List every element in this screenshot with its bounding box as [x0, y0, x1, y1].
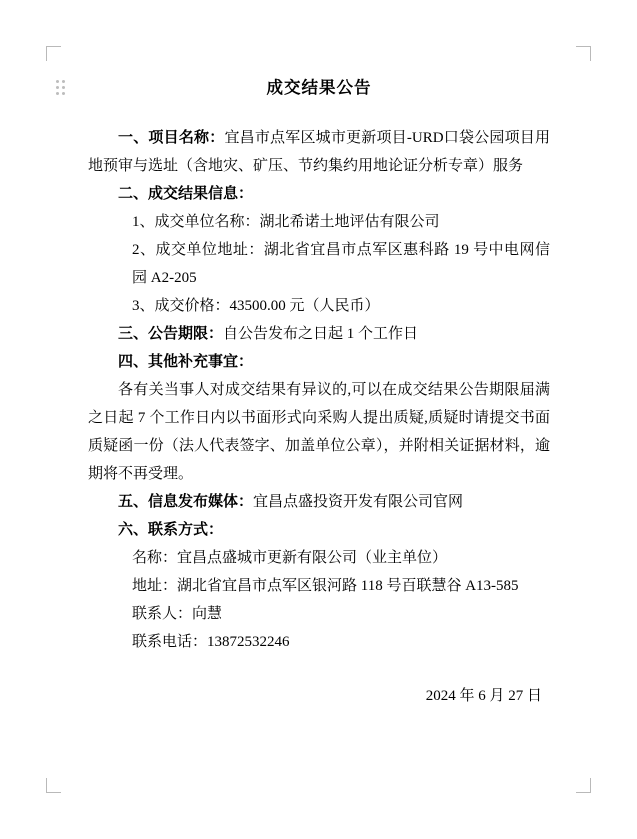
- section-5-heading: 五、信息发布媒体：: [118, 494, 254, 510]
- contact-person: 联系人：向慧: [132, 606, 223, 622]
- contact-name: 名称：宜昌点盛城市更新有限公司（业主单位）: [132, 550, 448, 566]
- section-6-heading: 六、联系方式：: [118, 522, 224, 538]
- section-3: [88, 320, 550, 348]
- section-4-body: 各有关当事人对成交结果有异议的,可以在成交结果公告期限届满之日起 7 个工作日内以书面形式向采购人提出质疑,质疑时请提交书面质疑函一份（法人代表签字、加盖单位公章），并附相关证据材料，逾期将不再受理。: [88, 382, 550, 482]
- crop-mark-top-left: [46, 46, 61, 61]
- section-3-text: 自公告发布之日起 1 个工作日: [223, 326, 419, 342]
- section-2-item-2: 2、成交单位地址：湖北省宜昌市点军区惠科路 19 号中电网信园 A2-205: [132, 242, 550, 286]
- section-3-heading: 三、公告期限：: [118, 326, 224, 342]
- contact-phone: 联系电话：13872532246: [132, 634, 290, 650]
- section-5: [88, 488, 550, 516]
- section-2-item-3: 3、成交价格：43500.00 元（人民币）: [132, 298, 380, 314]
- section-2-heading: 二、成交结果信息：: [118, 186, 254, 202]
- page-title: 成交结果公告: [266, 78, 372, 97]
- drag-handle-dots-icon[interactable]: [56, 80, 66, 96]
- section-2-item-1: 1、成交单位名称：湖北希诺土地评估有限公司: [132, 214, 440, 230]
- document-content: [88, 74, 550, 710]
- section-1: [88, 124, 550, 180]
- document-date: 2024 年 6 月 27 日: [425, 688, 542, 704]
- section-1-heading: 一、项目名称：: [118, 130, 225, 146]
- contact-address: 地址：湖北省宜昌市点军区银河路 118 号百联慧谷 A13-585: [132, 578, 519, 594]
- crop-mark-bottom-left: [46, 778, 61, 793]
- section-4-heading: 四、其他补充事宜：: [118, 354, 254, 370]
- section-5-text: 宜昌点盛投资开发有限公司官网: [253, 494, 464, 510]
- crop-mark-bottom-right: [576, 778, 591, 793]
- section-1-text: 宜昌市点军区城市更新项目-URD口袋公园项目用地预审与选址（含地灾、矿压、节约集约用地论证分析专章）服务: [88, 130, 550, 174]
- crop-mark-top-right: [576, 46, 591, 61]
